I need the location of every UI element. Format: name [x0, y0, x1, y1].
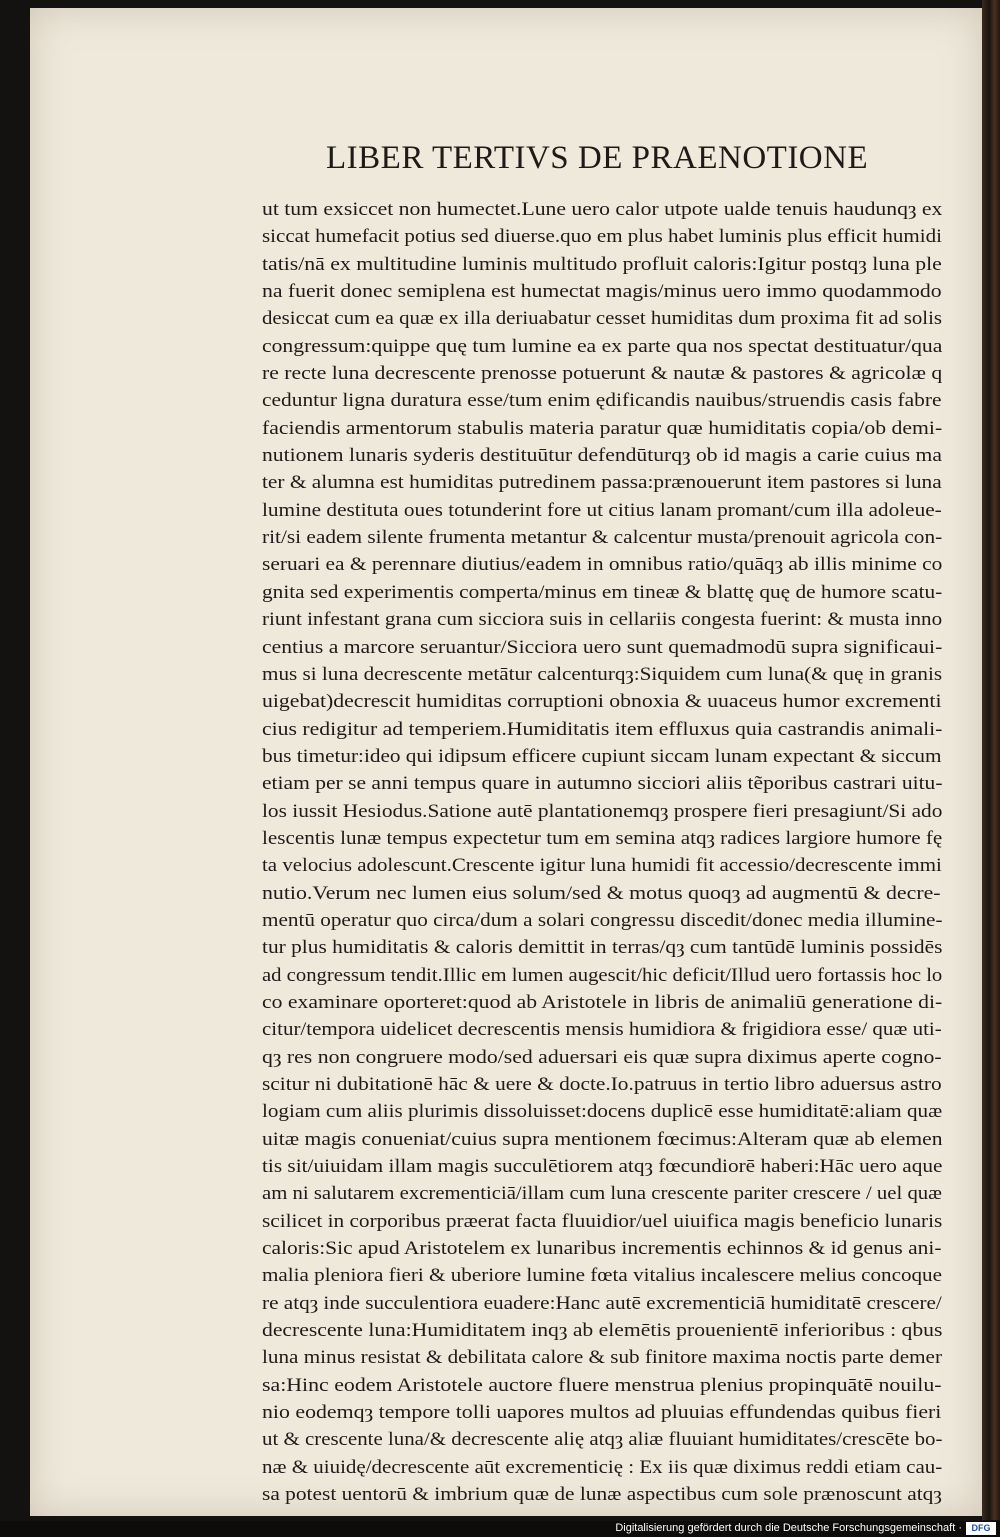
text-line: lescentis lunæ tempus expectetur tum em semina atqȝ radices largiore humore fę: [262, 827, 943, 849]
text-line: rit/si eadem silente frumenta metantur & calcentur musta/prenouit agricola con-: [262, 527, 943, 549]
text-line: nutio.Verum nec lumen eius solum/sed & motus quoqȝ ad augmentū & decre-: [262, 882, 941, 904]
text-line: malia pleniora fieri & uberiore lumine fœta vitalius incalescere melius concoque: [262, 1265, 943, 1287]
text-line: na fuerit donec semiplena est humectat magis/minus uero immo quodammodo: [262, 281, 942, 303]
text-line: mus si luna decrescente metātur calcenturqȝ:Siquidem cum luna(& quę in granis: [262, 663, 943, 685]
text-line: sa:Hinc eodem Aristotele auctore fluere menstrua plenius propinquātē nouilu-: [262, 1374, 942, 1396]
text-line: tis sit/uiuidam illam magis succulētiorem atqȝ fœcundiorē haberi:Hāc uero aque: [262, 1156, 943, 1178]
text-line: nutionem lunaris syderis destituūtur defendūturqȝ ob id magis a carie cuius ma: [262, 445, 942, 467]
text-line: caloris:Sic apud Aristotelem ex lunaribus incrementis echinnos & id genus ani-: [262, 1238, 942, 1260]
text-line: ceduntur ligna duratura esse/tum enim ędificandis nauibus/struendis casis fabre: [262, 390, 942, 412]
text-line: uitæ magis conueniat/cuius supra mentionem fœcimus:Alteram quæ ab elemen: [262, 1128, 943, 1150]
text-line: scilicet in corporibus præerat facta fluuidior/uel uiuifica magis beneficio lunaris: [262, 1210, 943, 1232]
text-line: re atqȝ inde succulentiora euadere:Hanc autē excrementiciā humiditatē crescere/: [262, 1292, 942, 1314]
text-line: scitur ni dubitationē hāc & uere & docte.Io.patruus in tertio libro aduersus astro: [262, 1074, 942, 1095]
text-line: desiccat cum ea quæ ex illa deriuabatur cesset humiditas dum proxima fit ad solis: [262, 308, 942, 330]
text-line: logiam cum aliis plurimis dissoluisset:docens duplicē esse humiditatē:aliam quæ: [262, 1101, 943, 1123]
text-line: qȝ res non congruere modo/sed aduersari eis quæ supra diximus aperte cogno-: [262, 1046, 942, 1068]
text-line: etiam per se anni tempus quare in autumno sicciori aliis tẽporibus castrari uitu-: [262, 773, 943, 795]
text-line: centius a marcore seruantur/Sicciora uero sunt quemadmodū supra significaui-: [262, 636, 943, 658]
text-line: næ & uiuidę/decrescente aūt excrementicię : Ex iis quæ diximus reddi etiam cau-: [262, 1456, 943, 1478]
text-line: ta velocius adolescunt.Crescente igitur luna humidi fit accessio/decrescente immi: [262, 855, 942, 877]
text-line: ad congressum tendit.Illic em lumen augescit/hic deficit/Illud uero fortassis hoc lo: [262, 964, 943, 986]
text-line: ter & alumna est humiditas putredinem passa:prænouerunt item pastores si luna: [262, 472, 942, 494]
dfg-logo: DFG: [966, 1522, 996, 1535]
text-line: nio eodemqȝ tempore tolli uapores multos ad pluuias effundendas quibus fieri: [262, 1402, 942, 1424]
text-line: ut & crescente luna/& decrescente alię atqȝ aliæ fluuiant humiditates/crescēte bo-: [262, 1429, 943, 1451]
text-line: faciendis armentorum stabulis materia paratur quæ humiditatis copia/ob demi-: [262, 417, 943, 439]
text-line: siccat humefacit potius sed diuerse.quo em plus habet luminis plus efficit humidi: [262, 226, 942, 248]
text-line: co examinare oporteret:quod ab Aristotele in libris de animaliū generatione di-: [262, 991, 943, 1013]
text-line: ut tum exsiccet non humectet.Lune uero calor utpote ualde tenuis haudunqȝ ex: [262, 199, 943, 220]
text-line: cius redigitur ad temperiem.Humiditatis item effluxus quia castrandis animali-: [262, 718, 943, 740]
text-line: re recte luna decrescente prenosse potuerunt & nautæ & pastores & agricolæ q: [262, 363, 943, 385]
text-line: seruari ea & perennare diutius/eadem in omnibus ratio/quāqȝ ab illis minime co: [262, 554, 943, 576]
text-line: luna minus resistat & debilitata calore & sub finitore maxima noctis parte demer: [262, 1347, 942, 1369]
text-line: am ni salutarem excrementiciā/illam cum luna crescente pariter crescere / uel quæ: [262, 1183, 943, 1205]
text-line: bus timetur:ideo qui idipsum efficere cupiunt siccam lunam expectant & siccum: [262, 745, 942, 767]
body-text: [262, 196, 962, 1509]
text-line: congressum:quippe quę tum lumine ea ex parte qua nos spectat destituatur/qua: [262, 335, 943, 357]
text-line: tatis/nā ex multitudine luminis multitudo profluit caloris:Igitur postqȝ luna ple: [262, 253, 942, 275]
text-line: los iussit Hesiodus.Satione autē plantationemqȝ prospere fieri presagiunt/Si ado: [262, 800, 943, 822]
text-line: sa potest uentorū & imbrium quæ de lunæ aspectibus cum sole prænoscunt atqȝ: [262, 1484, 942, 1506]
text-line: uigebat)decrescit humiditas corruptioni obnoxia & uuaceus humor excrementi: [262, 691, 942, 713]
text-line: citur/tempora uidelicet decrescentis mensis humidiora & frigidiora esse/ quæ uti-: [262, 1019, 942, 1041]
running-header: LIBER TERTIVS DE PRAENOTIONE: [326, 140, 869, 176]
text-line: decrescente luna:Humiditatem inqȝ ab elemētis prouenientē inferioribus : qbus: [262, 1320, 943, 1342]
text-line: riunt infestant grana cum sicciora suis in cellariis congesta fuerint: & musta inno: [262, 609, 943, 631]
text-line: tur plus humiditatis & caloris demittit in terras/qȝ cum tantūdē luminis possidēs: [262, 937, 943, 959]
text-line: mentū operatur quo circa/dum a solari congressu discedit/donec media illumine-: [262, 909, 943, 931]
digitization-credit: Digitalisierung gefördert durch die Deutsche Forschungsgemeinschaft ·: [615, 1522, 962, 1534]
text-line: lumine destituta oues totunderint fore ut citius lanam promant/cum illa adoleue-: [262, 499, 942, 521]
text-line: gnita sed experimentis comperta/minus em tineæ & blattę quę de humore scatu-: [262, 581, 943, 603]
